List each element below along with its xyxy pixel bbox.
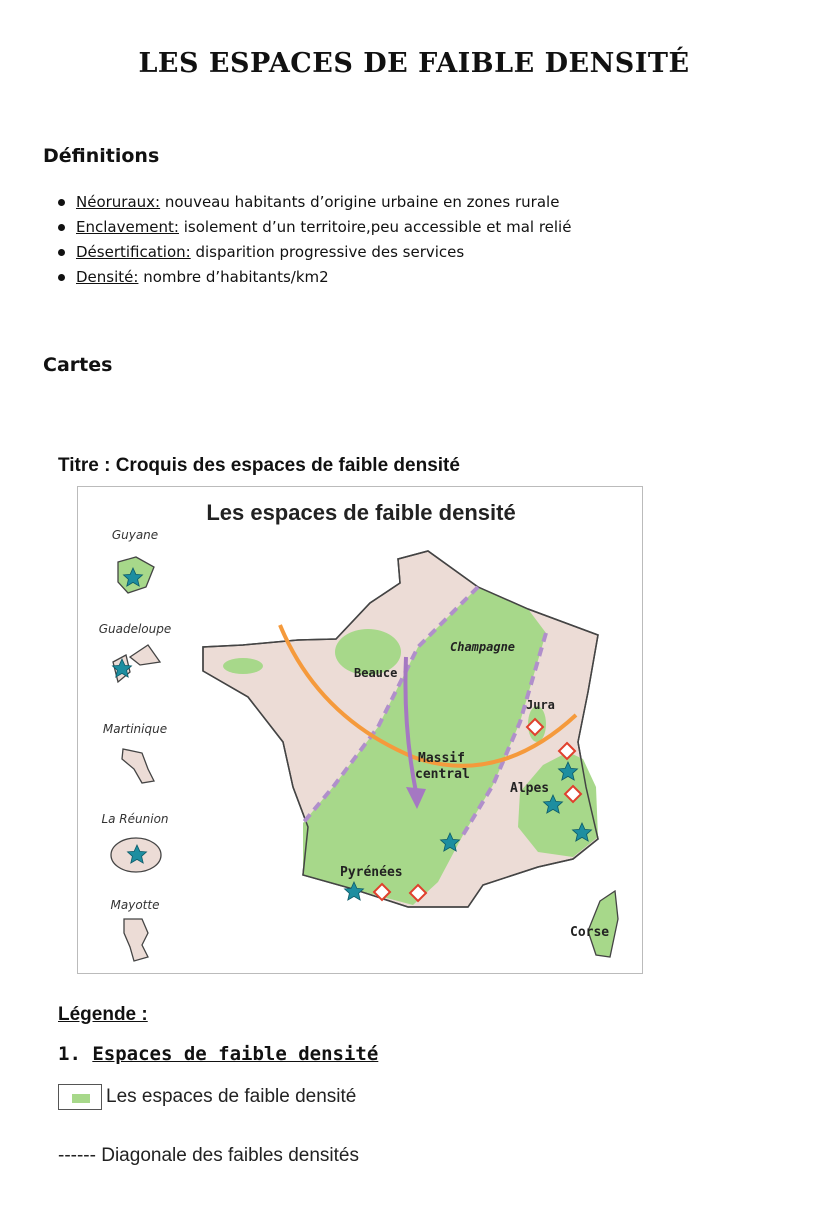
legend-sub-number: 1. <box>58 1043 93 1065</box>
la-reunion-label: La Réunion <box>101 812 169 826</box>
bretagne-area <box>223 658 263 674</box>
martinique-label: Martinique <box>102 722 168 736</box>
definition-term: Enclavement: <box>76 218 179 236</box>
guyane-label: Guyane <box>111 528 159 542</box>
definition-term: Densité: <box>76 268 139 286</box>
corse-label: Corse <box>570 925 610 940</box>
legend-sub-label: Espaces de faible densité <box>92 1043 379 1065</box>
definition-term: Désertification: <box>76 243 191 261</box>
champagne-label: Champagne <box>450 640 516 654</box>
france-map <box>78 487 644 975</box>
definitions-heading: Définitions <box>43 145 160 167</box>
legend-subheading <box>58 1043 378 1065</box>
map-frame <box>77 486 643 974</box>
definition-text: nombre d’habitants/km2 <box>138 268 329 286</box>
alpes-label: Alpes <box>510 781 550 796</box>
guadeloupe-label: Guadeloupe <box>98 622 172 636</box>
list-item <box>58 190 571 215</box>
definition-text: isolement d’un territoire,peu accessible et mal relié <box>178 218 572 236</box>
legend-item-low-density <box>58 1084 356 1110</box>
definition-text: nouveau habitants d’origine urbaine en zones rurale <box>160 193 560 211</box>
mayotte-shape <box>124 919 148 961</box>
legend-heading: Légende : <box>58 1004 148 1025</box>
massif-label-line1: Massif <box>418 751 465 766</box>
legend-item-diagonal: ------ Diagonale des faibles densités <box>58 1145 359 1166</box>
massif-label-line2: central <box>415 767 470 782</box>
definition-term: Néoruraux: <box>76 193 161 211</box>
beauce-label: Beauce <box>354 666 398 680</box>
martinique-shape <box>122 749 154 783</box>
list-item <box>58 240 571 265</box>
legend-item-label: Les espaces de faible densité <box>106 1086 357 1108</box>
map-title: Les espaces de faible densité <box>206 500 516 525</box>
definitions-list <box>58 190 571 290</box>
list-item <box>58 215 571 240</box>
corse-shape <box>588 891 618 957</box>
list-item <box>58 265 571 290</box>
pyrenees-label: Pyrénées <box>340 865 403 880</box>
guadeloupe-east-shape <box>130 645 160 665</box>
map-caption: Titre : Croquis des espaces de faible densité <box>58 455 460 476</box>
page-title: LES ESPACES DE FAIBLE DENSITÉ <box>138 48 690 79</box>
cartes-heading: Cartes <box>43 354 113 376</box>
definition-text: disparition progressive des services <box>190 243 465 261</box>
mayotte-label: Mayotte <box>110 898 160 912</box>
low-density-swatch <box>58 1084 102 1110</box>
jura-label: Jura <box>526 698 555 712</box>
